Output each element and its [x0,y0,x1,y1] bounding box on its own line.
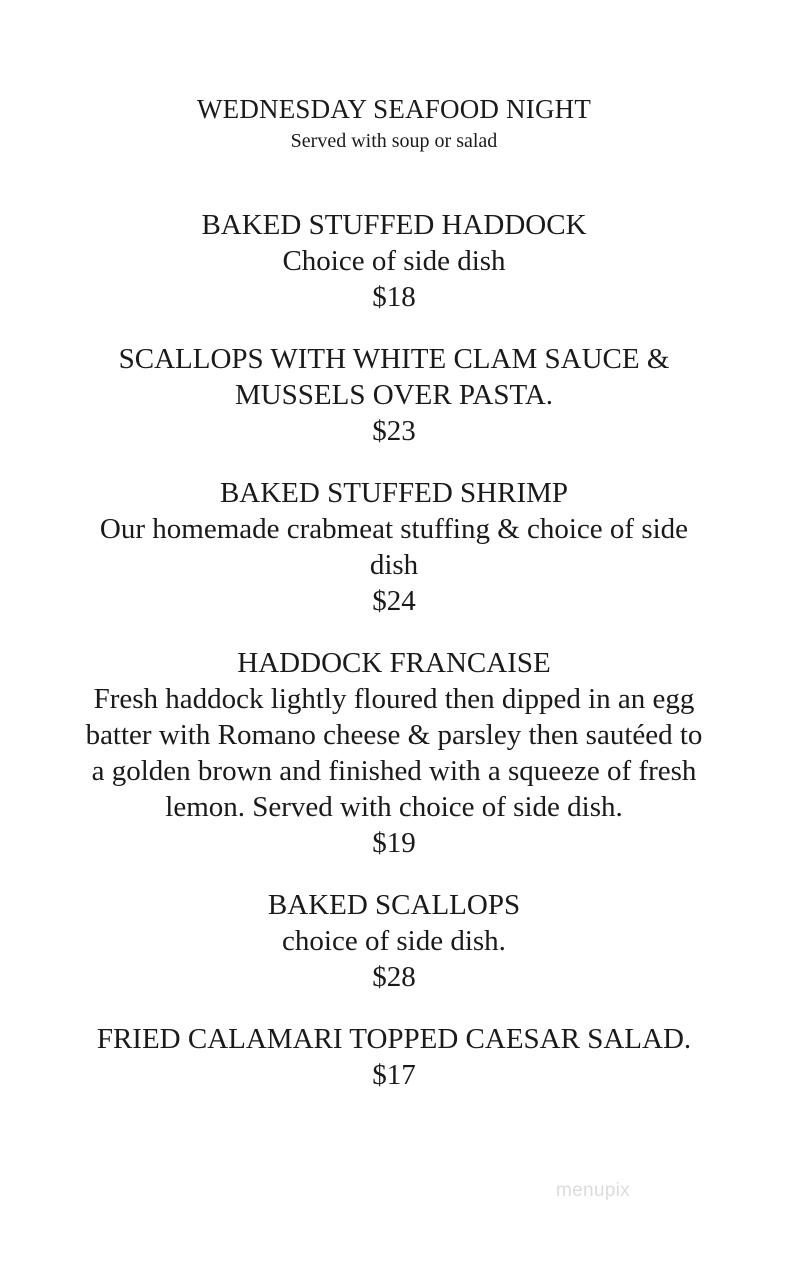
item-description: Our homemade crabmeat stuffing & choice of side dish [99,513,689,581]
menu-subtitle: Served with soup or salad [290,130,498,152]
item-name: BAKED STUFFED SHRIMP [219,477,569,509]
item-price: $28 [372,961,416,993]
menupix-watermark: menupix [556,1180,630,1201]
item-description: choice of side dish. [282,925,506,957]
item-description: Fresh haddock lightly floured then dipped in an egg batter with Romano cheese & parsley then sautéed to a golden brown and finished with a squeeze of fresh lemon. Served with choice of side dish. [85,683,703,823]
item-name: SCALLOPS WITH WHITE CLAM SAUCE & MUSSELS OVER PASTA. [118,343,670,411]
item-price: $19 [372,827,416,859]
item-name: HADDOCK FRANCAISE [237,647,551,679]
menu-item [84,645,704,861]
item-name: BAKED STUFFED HADDOCK [201,209,587,241]
item-price: $17 [372,1059,416,1091]
item-name: FRIED CALAMARI TOPPED CAESAR SALAD. [96,1023,692,1055]
menu-item [84,207,704,315]
menu-item [84,887,704,995]
item-price: $24 [372,585,416,617]
menu-header [0,92,788,154]
item-description: Choice of side dish [282,245,506,277]
menu-title: WEDNESDAY SEAFOOD NIGHT [196,94,592,124]
item-price: $18 [372,281,416,313]
menu-items [84,207,704,1119]
menu-item [84,475,704,619]
menu-item [84,1021,704,1093]
menu-item [84,341,704,449]
item-name: BAKED SCALLOPS [267,889,521,921]
item-price: $23 [372,415,416,447]
